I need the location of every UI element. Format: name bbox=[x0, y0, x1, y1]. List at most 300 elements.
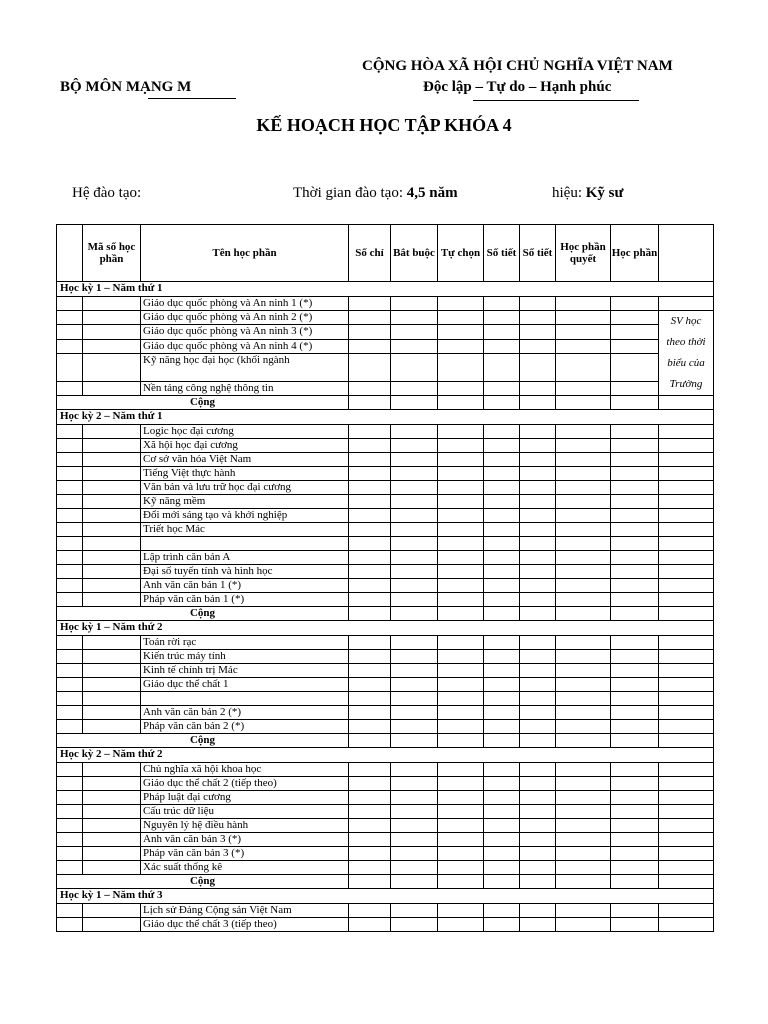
course-code-cell bbox=[83, 720, 141, 734]
value-cell bbox=[391, 847, 438, 861]
value-cell bbox=[438, 467, 484, 481]
value-cell bbox=[556, 565, 611, 579]
value-cell bbox=[556, 636, 611, 650]
total-value-cell bbox=[438, 396, 484, 410]
value-cell bbox=[438, 777, 484, 791]
course-code-cell bbox=[83, 353, 141, 381]
course-name-cell: Anh văn căn bản 2 (*) bbox=[141, 706, 349, 720]
value-cell bbox=[520, 425, 556, 439]
value-cell bbox=[520, 833, 556, 847]
notes-cell bbox=[659, 297, 714, 311]
value-cell bbox=[611, 495, 659, 509]
table-row bbox=[57, 636, 714, 650]
value-cell bbox=[556, 467, 611, 481]
value-cell bbox=[611, 467, 659, 481]
value-cell bbox=[556, 904, 611, 918]
value-cell bbox=[391, 918, 438, 932]
value-cell bbox=[520, 453, 556, 467]
header-prior: Học phần bbox=[611, 225, 659, 282]
index-cell bbox=[57, 353, 83, 381]
value-cell bbox=[520, 706, 556, 720]
header-elective: Tự chọn bbox=[438, 225, 484, 282]
study-plan-table bbox=[56, 224, 714, 932]
value-cell bbox=[484, 819, 520, 833]
value-cell bbox=[438, 791, 484, 805]
course-code-cell bbox=[83, 523, 141, 537]
notes-cell bbox=[659, 692, 714, 706]
table-row bbox=[57, 311, 714, 325]
value-cell bbox=[391, 425, 438, 439]
total-label: Cộng bbox=[57, 607, 349, 621]
semester-row bbox=[57, 282, 714, 297]
total-row bbox=[57, 607, 714, 621]
notes-cell bbox=[659, 509, 714, 523]
value-cell bbox=[349, 565, 391, 579]
value-cell bbox=[520, 565, 556, 579]
value-cell bbox=[611, 453, 659, 467]
total-value-cell bbox=[520, 396, 556, 410]
total-value-cell bbox=[659, 396, 714, 410]
value-cell bbox=[556, 805, 611, 819]
value-cell bbox=[484, 664, 520, 678]
course-code-cell bbox=[83, 861, 141, 875]
table-row bbox=[57, 551, 714, 565]
value-cell bbox=[438, 537, 484, 551]
value-cell bbox=[520, 861, 556, 875]
value-cell bbox=[438, 509, 484, 523]
course-name-cell: Kinh tế chính trị Mác bbox=[141, 664, 349, 678]
value-cell bbox=[611, 325, 659, 339]
value-cell bbox=[349, 467, 391, 481]
value-cell bbox=[611, 664, 659, 678]
value-cell bbox=[484, 467, 520, 481]
value-cell bbox=[484, 678, 520, 692]
value-cell bbox=[520, 579, 556, 593]
index-cell bbox=[57, 847, 83, 861]
value-cell bbox=[520, 439, 556, 453]
course-code-cell bbox=[83, 819, 141, 833]
table-row bbox=[57, 481, 714, 495]
semester-title: Học kỳ 2 – Năm thứ 1 bbox=[57, 410, 714, 425]
table-row bbox=[57, 467, 714, 481]
course-code-cell bbox=[83, 297, 141, 311]
value-cell bbox=[520, 495, 556, 509]
value-cell bbox=[611, 381, 659, 395]
value-cell bbox=[391, 819, 438, 833]
table-row bbox=[57, 297, 714, 311]
total-row bbox=[57, 396, 714, 410]
value-cell bbox=[520, 593, 556, 607]
semester-row bbox=[57, 889, 714, 904]
value-cell bbox=[520, 339, 556, 353]
value-cell bbox=[484, 425, 520, 439]
value-cell bbox=[391, 537, 438, 551]
value-cell bbox=[484, 763, 520, 777]
value-cell bbox=[611, 777, 659, 791]
value-cell bbox=[438, 453, 484, 467]
value-cell bbox=[438, 861, 484, 875]
document-title: KẾ HOẠCH HỌC TẬP KHÓA 4 bbox=[256, 115, 512, 135]
value-cell bbox=[520, 805, 556, 819]
value-cell bbox=[438, 636, 484, 650]
index-cell bbox=[57, 311, 83, 325]
total-value-cell bbox=[484, 607, 520, 621]
value-cell bbox=[556, 339, 611, 353]
course-name-cell: Giáo dục thể chất 3 (tiếp theo) bbox=[141, 918, 349, 932]
value-cell bbox=[349, 763, 391, 777]
value-cell bbox=[438, 819, 484, 833]
course-name-cell: Nguyên lý hệ điều hành bbox=[141, 819, 349, 833]
value-cell bbox=[556, 791, 611, 805]
value-cell bbox=[556, 664, 611, 678]
course-name-cell: Giáo dục quốc phòng và An ninh 1 (*) bbox=[141, 297, 349, 311]
value-cell bbox=[391, 467, 438, 481]
value-cell bbox=[611, 650, 659, 664]
value-cell bbox=[611, 720, 659, 734]
table-row bbox=[57, 861, 714, 875]
value-cell bbox=[484, 720, 520, 734]
total-label: Cộng bbox=[57, 396, 349, 410]
total-value-cell bbox=[349, 396, 391, 410]
value-cell bbox=[438, 523, 484, 537]
value-cell bbox=[349, 481, 391, 495]
value-cell bbox=[391, 339, 438, 353]
index-cell bbox=[57, 537, 83, 551]
index-cell bbox=[57, 777, 83, 791]
value-cell bbox=[349, 551, 391, 565]
value-cell bbox=[391, 523, 438, 537]
index-cell bbox=[57, 523, 83, 537]
notes-cell bbox=[659, 833, 714, 847]
value-cell bbox=[484, 805, 520, 819]
value-cell bbox=[484, 579, 520, 593]
total-value-cell bbox=[438, 607, 484, 621]
value-cell bbox=[611, 311, 659, 325]
course-code-cell bbox=[83, 678, 141, 692]
value-cell bbox=[556, 297, 611, 311]
value-cell bbox=[438, 678, 484, 692]
degree-value: Kỹ sư bbox=[585, 185, 624, 201]
course-name-cell: Giáo dục quốc phòng và An ninh 2 (*) bbox=[141, 311, 349, 325]
value-cell bbox=[484, 650, 520, 664]
duration-label: Thời gian đào tạo: bbox=[293, 185, 407, 201]
value-cell bbox=[556, 381, 611, 395]
value-cell bbox=[611, 833, 659, 847]
table-row bbox=[57, 791, 714, 805]
index-cell bbox=[57, 439, 83, 453]
value-cell bbox=[520, 692, 556, 706]
total-value-cell bbox=[484, 396, 520, 410]
value-cell bbox=[438, 805, 484, 819]
value-cell bbox=[349, 692, 391, 706]
course-name-cell: Pháp văn căn bản 2 (*) bbox=[141, 720, 349, 734]
value-cell bbox=[438, 495, 484, 509]
value-cell bbox=[349, 861, 391, 875]
table-row bbox=[57, 692, 714, 706]
value-cell bbox=[391, 565, 438, 579]
course-code-cell bbox=[83, 495, 141, 509]
semester-title: Học kỳ 1 – Năm thứ 3 bbox=[57, 889, 714, 904]
table-row bbox=[57, 537, 714, 551]
course-name-cell bbox=[141, 537, 349, 551]
course-name-cell: Cơ sở văn hóa Việt Nam bbox=[141, 453, 349, 467]
value-cell bbox=[438, 551, 484, 565]
value-cell bbox=[484, 565, 520, 579]
table-row bbox=[57, 833, 714, 847]
value-cell bbox=[438, 579, 484, 593]
value-cell bbox=[438, 481, 484, 495]
course-code-cell bbox=[83, 763, 141, 777]
value-cell bbox=[391, 650, 438, 664]
total-value-cell bbox=[611, 875, 659, 889]
value-cell bbox=[438, 297, 484, 311]
course-code-cell bbox=[83, 551, 141, 565]
index-cell bbox=[57, 453, 83, 467]
value-cell bbox=[438, 904, 484, 918]
notes-cell bbox=[659, 593, 714, 607]
semester-row bbox=[57, 621, 714, 636]
header-hours-2: Số tiết bbox=[520, 225, 556, 282]
value-cell bbox=[611, 425, 659, 439]
total-value-cell bbox=[484, 875, 520, 889]
total-value-cell bbox=[349, 734, 391, 748]
value-cell bbox=[556, 453, 611, 467]
table-row bbox=[57, 565, 714, 579]
value-cell bbox=[520, 819, 556, 833]
value-cell bbox=[611, 439, 659, 453]
course-name-cell: Anh văn căn bản 3 (*) bbox=[141, 833, 349, 847]
value-cell bbox=[520, 918, 556, 932]
value-cell bbox=[611, 297, 659, 311]
value-cell bbox=[520, 904, 556, 918]
course-code-cell bbox=[83, 833, 141, 847]
value-cell bbox=[438, 918, 484, 932]
value-cell bbox=[556, 650, 611, 664]
value-cell bbox=[438, 593, 484, 607]
course-name-cell: Kỹ năng mềm bbox=[141, 495, 349, 509]
notes-cell bbox=[659, 904, 714, 918]
value-cell bbox=[391, 381, 438, 395]
value-cell bbox=[556, 861, 611, 875]
index-cell bbox=[57, 579, 83, 593]
value-cell bbox=[611, 819, 659, 833]
value-cell bbox=[520, 664, 556, 678]
value-cell bbox=[611, 565, 659, 579]
value-cell bbox=[484, 833, 520, 847]
table-row bbox=[57, 720, 714, 734]
value-cell bbox=[438, 339, 484, 353]
total-value-cell bbox=[520, 607, 556, 621]
value-cell bbox=[391, 692, 438, 706]
value-cell bbox=[520, 523, 556, 537]
course-code-cell bbox=[83, 636, 141, 650]
value-cell bbox=[484, 439, 520, 453]
motto-underline bbox=[473, 100, 639, 101]
value-cell bbox=[520, 467, 556, 481]
value-cell bbox=[556, 678, 611, 692]
table-row bbox=[57, 664, 714, 678]
course-name-cell: Kỹ năng học đại học (khối ngành bbox=[141, 353, 349, 381]
course-name-cell: Toán rời rạc bbox=[141, 636, 349, 650]
index-cell bbox=[57, 636, 83, 650]
value-cell bbox=[556, 311, 611, 325]
value-cell bbox=[438, 720, 484, 734]
course-name-cell: Lịch sử Đảng Cộng sản Việt Nam bbox=[141, 904, 349, 918]
table-row bbox=[57, 777, 714, 791]
value-cell bbox=[556, 706, 611, 720]
value-cell bbox=[349, 636, 391, 650]
index-cell bbox=[57, 833, 83, 847]
index-cell bbox=[57, 720, 83, 734]
value-cell bbox=[349, 425, 391, 439]
value-cell bbox=[556, 439, 611, 453]
value-cell bbox=[349, 791, 391, 805]
total-value-cell bbox=[438, 734, 484, 748]
value-cell bbox=[611, 593, 659, 607]
department-underline bbox=[148, 98, 236, 99]
course-name-cell: Giáo dục thể chất 2 (tiếp theo) bbox=[141, 777, 349, 791]
value-cell bbox=[391, 453, 438, 467]
value-cell bbox=[556, 918, 611, 932]
value-cell bbox=[556, 763, 611, 777]
table-row bbox=[57, 904, 714, 918]
course-code-cell bbox=[83, 381, 141, 395]
value-cell bbox=[391, 297, 438, 311]
value-cell bbox=[484, 847, 520, 861]
value-cell bbox=[611, 918, 659, 932]
course-code-cell bbox=[83, 537, 141, 551]
total-value-cell bbox=[349, 875, 391, 889]
total-value-cell bbox=[556, 734, 611, 748]
value-cell bbox=[349, 706, 391, 720]
value-cell bbox=[556, 537, 611, 551]
value-cell bbox=[391, 833, 438, 847]
value-cell bbox=[349, 339, 391, 353]
value-cell bbox=[611, 861, 659, 875]
value-cell bbox=[438, 763, 484, 777]
value-cell bbox=[391, 579, 438, 593]
course-code-cell bbox=[83, 425, 141, 439]
value-cell bbox=[520, 537, 556, 551]
index-cell bbox=[57, 904, 83, 918]
total-value-cell bbox=[659, 734, 714, 748]
course-code-cell bbox=[83, 692, 141, 706]
course-name-cell: Tiếng Việt thực hành bbox=[141, 467, 349, 481]
value-cell bbox=[349, 509, 391, 523]
notes-cell bbox=[659, 636, 714, 650]
value-cell bbox=[484, 777, 520, 791]
table-row bbox=[57, 593, 714, 607]
total-value-cell bbox=[520, 734, 556, 748]
value-cell bbox=[520, 678, 556, 692]
header-name: Tên học phần bbox=[141, 225, 349, 282]
course-name-cell bbox=[141, 692, 349, 706]
value-cell bbox=[484, 311, 520, 325]
course-code-cell bbox=[83, 847, 141, 861]
index-cell bbox=[57, 481, 83, 495]
total-row bbox=[57, 734, 714, 748]
notes-cell bbox=[659, 918, 714, 932]
value-cell bbox=[611, 537, 659, 551]
value-cell bbox=[484, 692, 520, 706]
schedule-note: SV học theo thời biểu của Trường bbox=[659, 311, 714, 396]
value-cell bbox=[556, 551, 611, 565]
total-value-cell bbox=[611, 607, 659, 621]
course-name-cell: Giáo dục quốc phòng và An ninh 3 (*) bbox=[141, 325, 349, 339]
department-name: BỘ MÔN MẠNG M bbox=[60, 79, 192, 95]
notes-cell bbox=[659, 425, 714, 439]
semester-title: Học kỳ 1 – Năm thứ 2 bbox=[57, 621, 714, 636]
value-cell bbox=[391, 678, 438, 692]
course-code-cell bbox=[83, 325, 141, 339]
total-value-cell bbox=[349, 607, 391, 621]
value-cell bbox=[391, 720, 438, 734]
value-cell bbox=[349, 904, 391, 918]
notes-cell bbox=[659, 453, 714, 467]
value-cell bbox=[520, 297, 556, 311]
value-cell bbox=[520, 551, 556, 565]
value-cell bbox=[391, 311, 438, 325]
value-cell bbox=[438, 439, 484, 453]
degree-label: hiệu: bbox=[552, 185, 586, 201]
total-value-cell bbox=[611, 734, 659, 748]
course-code-cell bbox=[83, 805, 141, 819]
table-row bbox=[57, 425, 714, 439]
course-code-cell bbox=[83, 650, 141, 664]
course-name-cell: Giáo dục quốc phòng và An ninh 4 (*) bbox=[141, 339, 349, 353]
value-cell bbox=[484, 918, 520, 932]
table-row bbox=[57, 439, 714, 453]
index-cell bbox=[57, 918, 83, 932]
header-required: Bắt buộc bbox=[391, 225, 438, 282]
notes-cell bbox=[659, 847, 714, 861]
semester-title: Học kỳ 1 – Năm thứ 1 bbox=[57, 282, 714, 297]
course-name-cell: Anh văn căn bản 1 (*) bbox=[141, 579, 349, 593]
value-cell bbox=[438, 565, 484, 579]
value-cell bbox=[520, 509, 556, 523]
total-value-cell bbox=[391, 734, 438, 748]
value-cell bbox=[556, 692, 611, 706]
course-name-cell: Cấu trúc dữ liệu bbox=[141, 805, 349, 819]
notes-cell bbox=[659, 565, 714, 579]
course-code-cell bbox=[83, 664, 141, 678]
index-cell bbox=[57, 763, 83, 777]
table-row bbox=[57, 678, 714, 692]
course-name-cell: Kiến trúc máy tính bbox=[141, 650, 349, 664]
value-cell bbox=[611, 509, 659, 523]
notes-cell bbox=[659, 805, 714, 819]
course-code-cell bbox=[83, 467, 141, 481]
course-code-cell bbox=[83, 509, 141, 523]
notes-cell bbox=[659, 551, 714, 565]
table-row bbox=[57, 763, 714, 777]
course-name-cell: Xác suất thống kê bbox=[141, 861, 349, 875]
value-cell bbox=[438, 381, 484, 395]
index-cell bbox=[57, 678, 83, 692]
table-row bbox=[57, 353, 714, 381]
value-cell bbox=[556, 523, 611, 537]
value-cell bbox=[484, 636, 520, 650]
value-cell bbox=[611, 579, 659, 593]
table-row bbox=[57, 523, 714, 537]
total-value-cell bbox=[556, 396, 611, 410]
table-row bbox=[57, 805, 714, 819]
table-row bbox=[57, 819, 714, 833]
total-value-cell bbox=[556, 607, 611, 621]
notes-cell bbox=[659, 650, 714, 664]
nation-heading: CỘNG HÒA XÃ HỘI CHỦ NGHĨA VIỆT NAM bbox=[362, 58, 673, 74]
value-cell bbox=[611, 636, 659, 650]
